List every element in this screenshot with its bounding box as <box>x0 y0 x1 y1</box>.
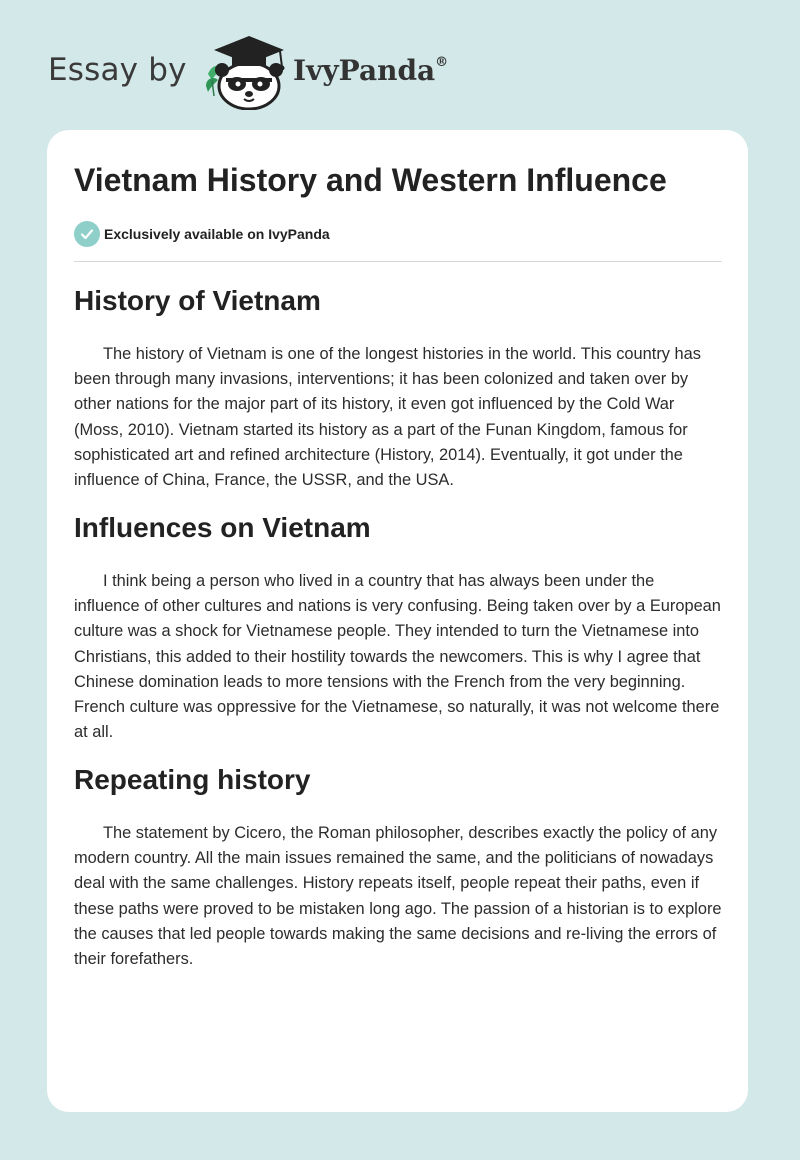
section-paragraph-history: The history of Vietnam is one of the longest histories in the world. This country has been through many invasions, interventions; it has been colonized and taken over by other nations for the major part of its history, it even got influenced by the Cold War (Moss, 2010). Vietnam started its history as a part of the Funan Kingdom, famous for sophisticated art and refined architecture (History, 2014). Eventually, it got under the influence of China, France, the USSR, and the USA. <box>74 345 701 490</box>
panda-graduate-icon[interactable] <box>202 34 292 110</box>
essay-by-label: Essay by <box>48 52 187 88</box>
brand-name[interactable]: IvyPanda® <box>293 54 449 87</box>
registered-mark: ® <box>435 54 449 70</box>
essay-card <box>47 130 748 1112</box>
section-heading-history: History of Vietnam <box>74 285 321 316</box>
page-title: Vietnam History and Western Influence <box>74 162 667 198</box>
availability-text: Exclusively available on IvyPanda <box>104 226 330 242</box>
divider <box>74 261 722 262</box>
availability-badge <box>74 221 330 247</box>
site-header <box>0 0 800 120</box>
section-paragraph-repeating: The statement by Cicero, the Roman philosopher, describes exactly the policy of any modern country. All the main issues remained the same, and the politicians of nowadays deal with the same challenges. History repeats itself, people repeat their paths, even if these paths were proved to be mistaken long ago. The passion of a historian is to explore the causes that led people towards making the same decisions and re-living the errors of their forefathers. <box>74 824 722 969</box>
section-paragraph-influences: I think being a person who lived in a country that has always been under the influence of other cultures and nations is very confusing. Being taken over by a European culture was a shock for Vietnamese people. They intended to turn the Vietnamese into Christians, this added to their hostility towards the newcomers. This is why I agree that Chinese domination leads to more tensions with the French from the very beginning. French culture was oppressive for the Vietnamese, so naturally, it was not welcome there at all. <box>74 572 721 742</box>
check-icon <box>74 221 100 247</box>
section-heading-repeating: Repeating history <box>74 764 311 795</box>
section-heading-influences: Influences on Vietnam <box>74 512 371 543</box>
